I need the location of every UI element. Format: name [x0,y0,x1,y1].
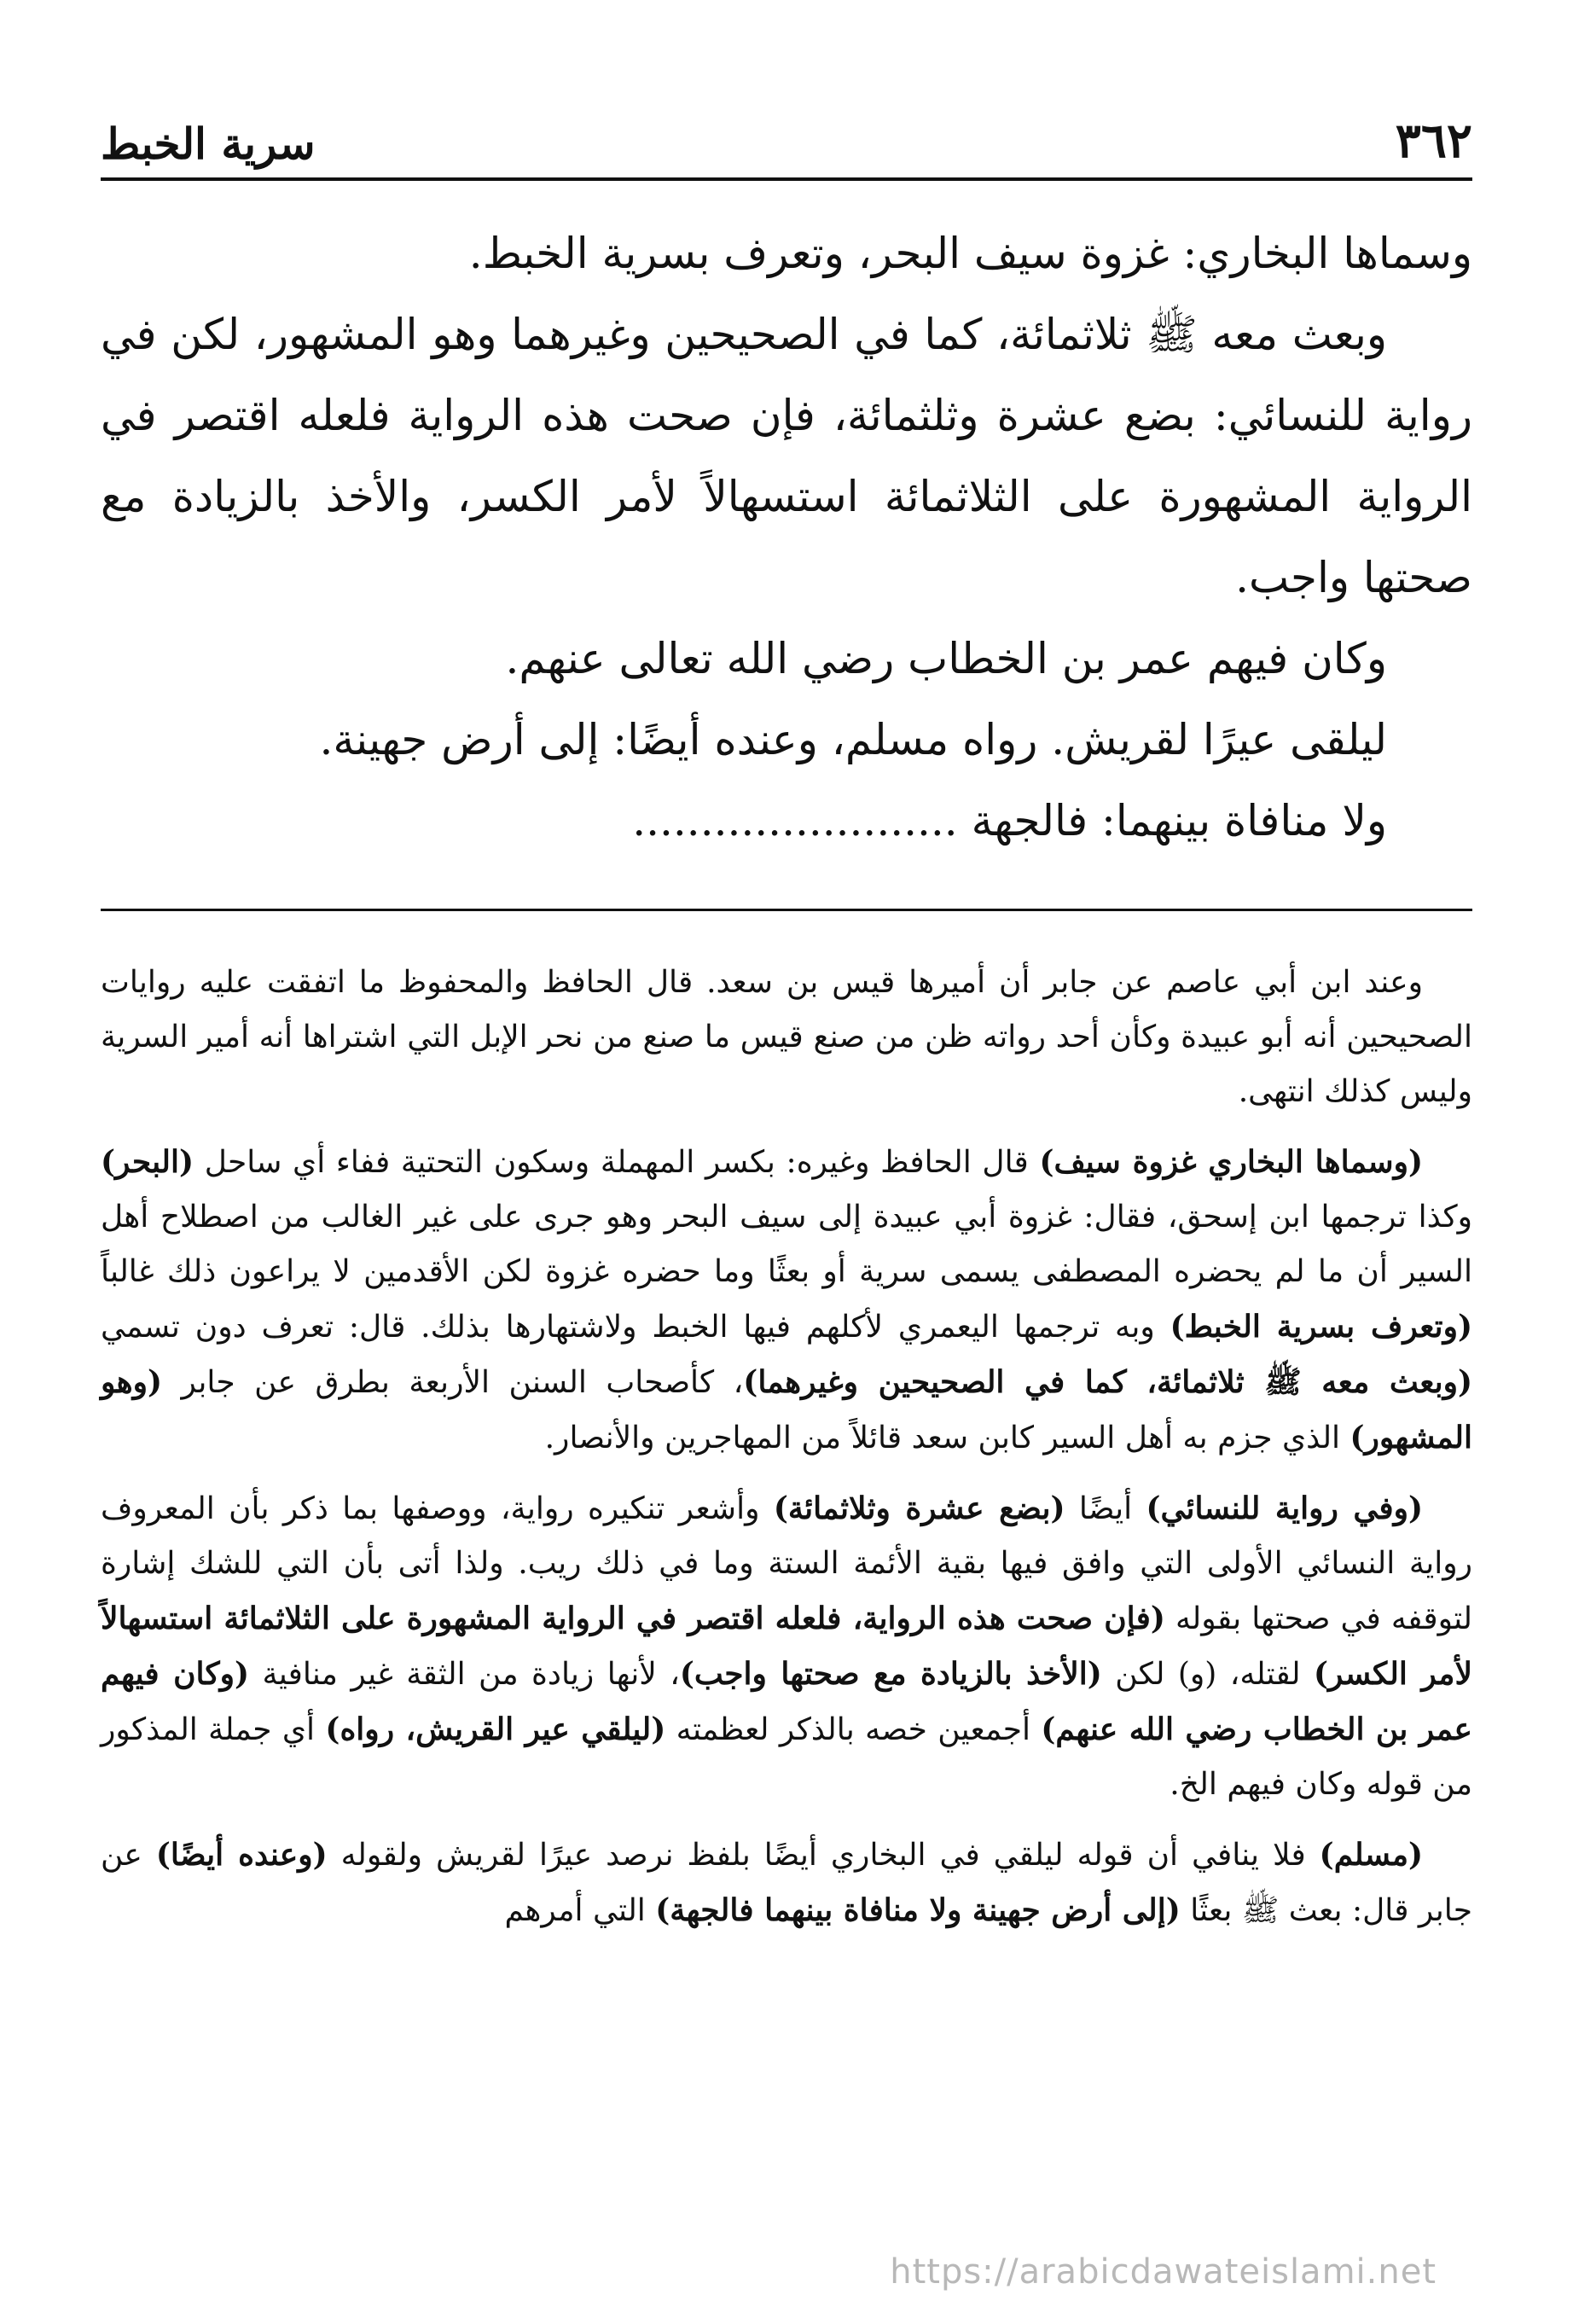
commentary-text: وكذا ترجمها ابن إسحق، فقال: غزوة أبي عبيدة إلى سيف البحر وهو جرى على غير الغالب من اصطلاح أهل السير أن ما لم يحضره المصطفى يسمى سرية أو بعثًا وما حضره غزوة لكن الأقدمين لا يراعون ذلك غالباً [101,1200,1472,1289]
commentary-paragraph [101,1481,1472,1812]
commentary-rule [101,909,1472,911]
quoted-text: (وعنده أيضًا) [155,1837,328,1873]
quoted-text: (وهو المشهور) [101,1364,1472,1455]
quoted-text: (فإن صحت هذه الرواية، فلعله اقتصر في الرواية المشهورة على الثلاثمائة استسهالاً لأمر الكسر) [101,1601,1472,1692]
quoted-text: (إلى أرض جهينة ولا منافاة بينهما فالجهة) [655,1892,1181,1928]
page-number: ٣٦٢ [1395,113,1472,169]
watermark-url: https://arabicdawateislami.net [890,2252,1437,2292]
commentary-text: الذي جزم به أهل السير كابن سعد قائلاً من المهاجرين والأنصار. [544,1421,1350,1455]
quoted-text: (وكان فيهم عمر بن الخطاب رضي الله عنهم) [101,1656,1472,1747]
quoted-text: (وسماها البخاري غزوة سيف) [1039,1144,1423,1180]
commentary-text: فلا ينافي أن قوله ليلقي في البخاري أيضًا بلفظ نرصد عيرًا لقريش ولقوله [327,1838,1320,1873]
main-paragraph: وبعث معه ﷺ ثلاثمائة، كما في الصحيحين وغيرهما وهو المشهور، لكن في رواية للنسائي: بضع عشرة وثلثمائة، فإن صحت هذه الرواية فلعله اقتصر في الرواية المشهورة على الثلاثمائة استسهالاً لأمر الكسر، والأخذ بالزيادة مع صحتها واجب. [101,310,1472,602]
quoted-text: (الأخذ بالزيادة مع صحتها واجب) [679,1656,1102,1692]
quoted-text: (مسلم) [1319,1837,1424,1873]
commentary [101,956,1472,1954]
commentary-paragraph [101,1135,1472,1466]
commentary-paragraph: وعند ابن أبي عاصم عن جابر أن أميرها قيس بن سعد. قال الحافظ والمحفوظ ما اتفقت عليه روايات الصحيحين أنه أبو عبيدة وكأن أحد رواته ظن من صنع قيس ما صنع من نحر الإبل التي اشتراها أنه أمير السرية وليس كذلك انتهى. [101,965,1472,1109]
main-paragraph: وسماها البخاري: غزوة سيف البحر، وتعرف بسرية الخبط. [468,229,1472,278]
commentary-text: التي أمرهم [504,1893,656,1928]
commentary-text: أيضًا [1065,1491,1146,1526]
commentary-text: أجمعين خصه بالذكر لعظمته [665,1712,1042,1747]
commentary-text: قال الحافظ وغيره: بكسر المهملة وسكون التحتية ففاء أي ساحل [194,1145,1040,1180]
quoted-text: (وتعرف بسرية الخبط) [1170,1309,1472,1345]
quoted-text: (وبعث معه ﷺ ثلاثمائة، كما في الصحيحين وغيرهما) [743,1364,1472,1400]
quoted-text: (ليلقي عير القريش، رواه) [325,1711,666,1747]
main-paragraph-continuation [101,781,1472,862]
running-title: سرية الخبط [101,119,316,169]
main-paragraph: وكان فيهم عمر بن الخطاب رضي الله تعالى عنهم. [505,634,1387,683]
main-paragraph: ليلقى عيرًا لقريش. رواه مسلم، وعنده أيضًا: إلى أرض جهينة. [319,715,1387,764]
quoted-text: (وفي رواية للنسائي) [1146,1490,1423,1526]
main-text [101,213,1472,862]
commentary-text: وبه ترجمها اليعمري لأكلهم فيها الخبط ولاشتهارها بذلك. قال: تعرف دون تسمي [101,1310,1170,1345]
commentary-text: لقتله، (و) لكن [1101,1657,1314,1692]
continuation-text: ولا منافاة بينهما: فالجهة [971,796,1387,845]
commentary-text: أي جملة المذكور من قوله وكان فيهم الخ. [101,1712,1472,1802]
commentary-text: ، كأصحاب السنن الأربعة بطرق عن جابر [162,1365,744,1400]
commentary-text: عن جابر قال: بعث ﷺ بعثًا [101,1838,1472,1928]
continuation-dots: ........................ [632,796,958,845]
commentary-text: ، لأنها زيادة من الثقة غير منافية [249,1657,680,1692]
commentary-paragraph [101,1827,1472,1938]
quoted-text: (بضع عشرة وثلاثمائة) [773,1490,1065,1526]
page-header [101,101,1472,169]
quoted-text: (البحر) [101,1144,194,1180]
commentary-text: وأشعر تنكيره رواية، ووصفها بما ذكر بأن المعروف رواية النسائي الأولى التي وافق فيها بقية الأئمة الستة وما في ذلك ريب. ولذا أتى بأن التي للشك إشارة لتوقفه في صحتها بقوله [101,1491,1473,1636]
header-rule [101,177,1472,181]
